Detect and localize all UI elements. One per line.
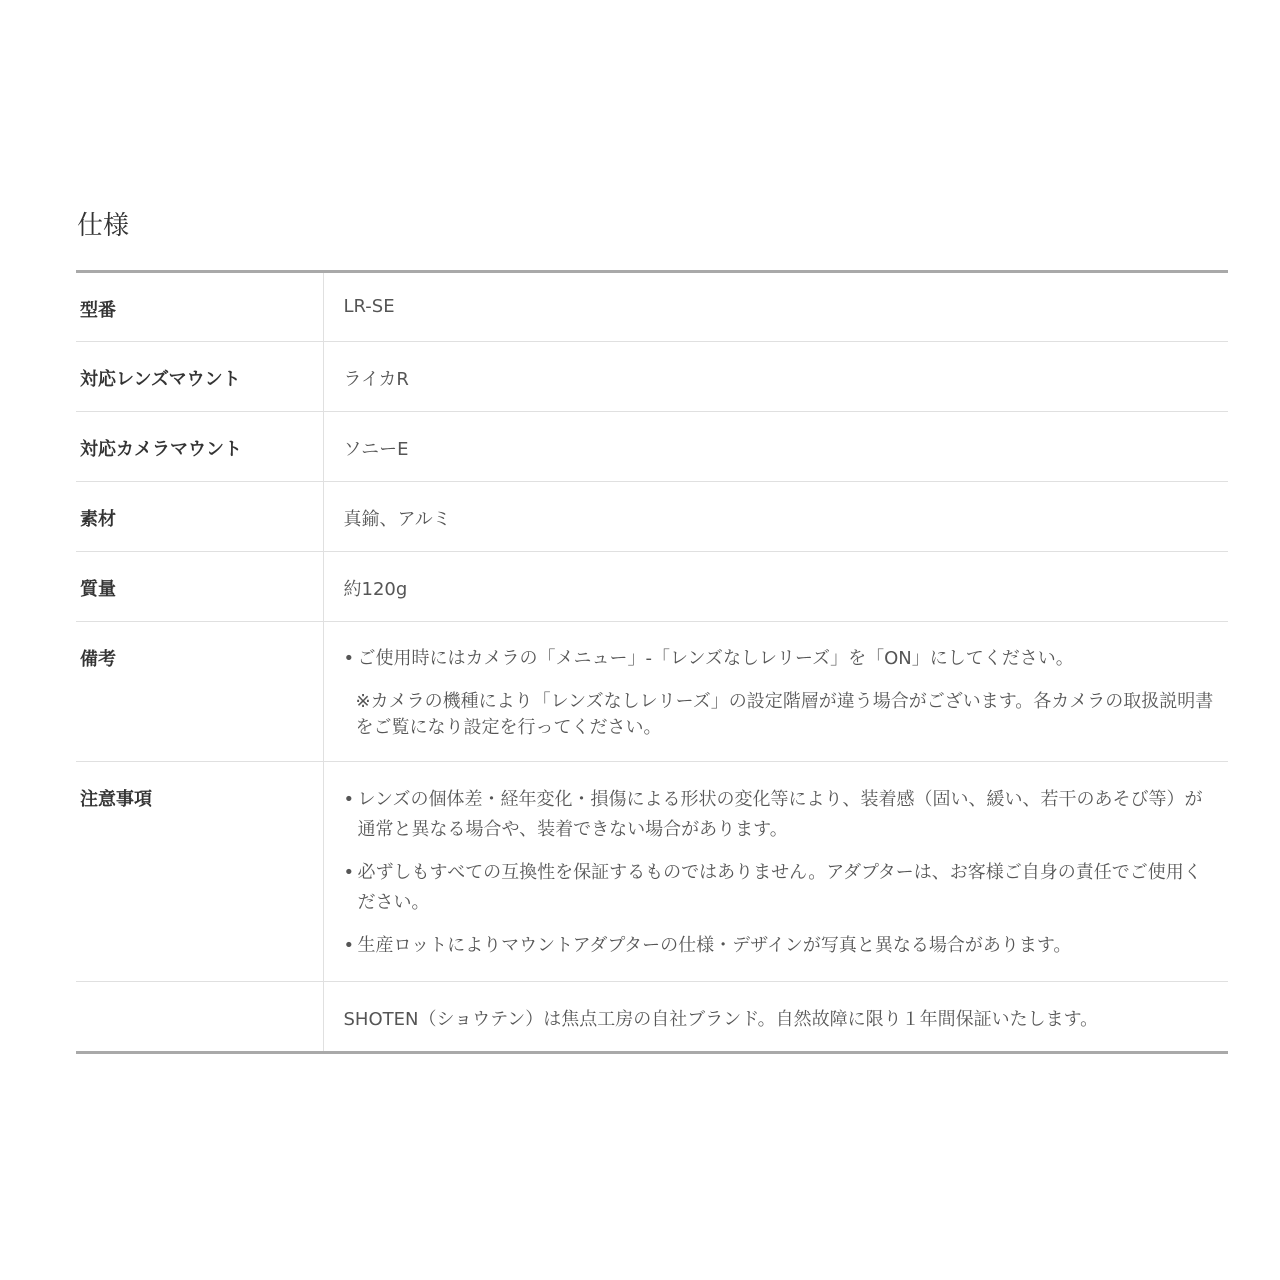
table-row [76,762,1228,982]
row-label-notes: 備考 [76,622,323,762]
table-row [76,342,1228,412]
row-value-notes [323,622,1228,762]
bullet-icon: • [343,862,355,883]
row-label-model: 型番 [76,272,323,342]
caution-item [344,858,1215,918]
row-value-model: LR-SE [323,272,1228,342]
bullet-icon: • [343,789,355,810]
table-row [76,412,1228,482]
bullet-icon: • [343,648,355,669]
table-row [76,552,1228,622]
notes-annotation: ※カメラの機種により「レンズなしレリーズ」の設定階層が違う場合がございます。各カメラの取扱説明書をご覧になり設定を行ってください。 [355,691,1214,738]
row-value-material: 真鍮、アルミ [323,482,1228,552]
row-label-brand [76,982,323,1053]
row-label-cautions: 注意事項 [76,762,323,982]
row-label-camera-mount: 対応カメラマウント [76,412,323,482]
row-value-camera-mount: ソニーE [323,412,1228,482]
bullet-icon: • [343,935,355,956]
caution-item-text: レンズの個体差・経年変化・損傷による形状の変化等により、装着感（固い、緩い、若干のあそび等）が通常と異なる場合や、装着できない場合があります。 [357,789,1203,840]
caution-item-text: 必ずしもすべての互換性を保証するものではありません。アダプターは、お客様ご自身の責任でご使用ください。 [357,862,1202,913]
notes-bullet-text: ご使用時にはカメラの「メニュー」-「レンズなしレリーズ」を「ON」にしてください。 [357,648,1074,669]
table-row [76,272,1228,342]
row-label-lens-mount: 対応レンズマウント [76,342,323,412]
caution-item-text: 生産ロットによりマウントアダプターの仕様・デザインが写真と異なる場合があります。 [357,935,1072,956]
row-label-weight: 質量 [76,552,323,622]
notes-bullet-item [344,645,1215,673]
caution-item [344,931,1215,961]
caution-item [344,785,1215,845]
row-label-material: 素材 [76,482,323,552]
section-title: 仕様 [77,211,130,241]
row-value-weight: 約120g [323,552,1228,622]
table-row [76,982,1228,1053]
table-row [76,622,1228,762]
row-value-cautions [323,762,1228,982]
table-row [76,482,1228,552]
row-value-lens-mount: ライカR [323,342,1228,412]
spec-table [76,270,1228,1054]
row-value-brand: SHOTEN（ショウテン）は焦点工房の自社ブランド。自然故障に限り１年間保証いたします。 [343,1009,1099,1030]
